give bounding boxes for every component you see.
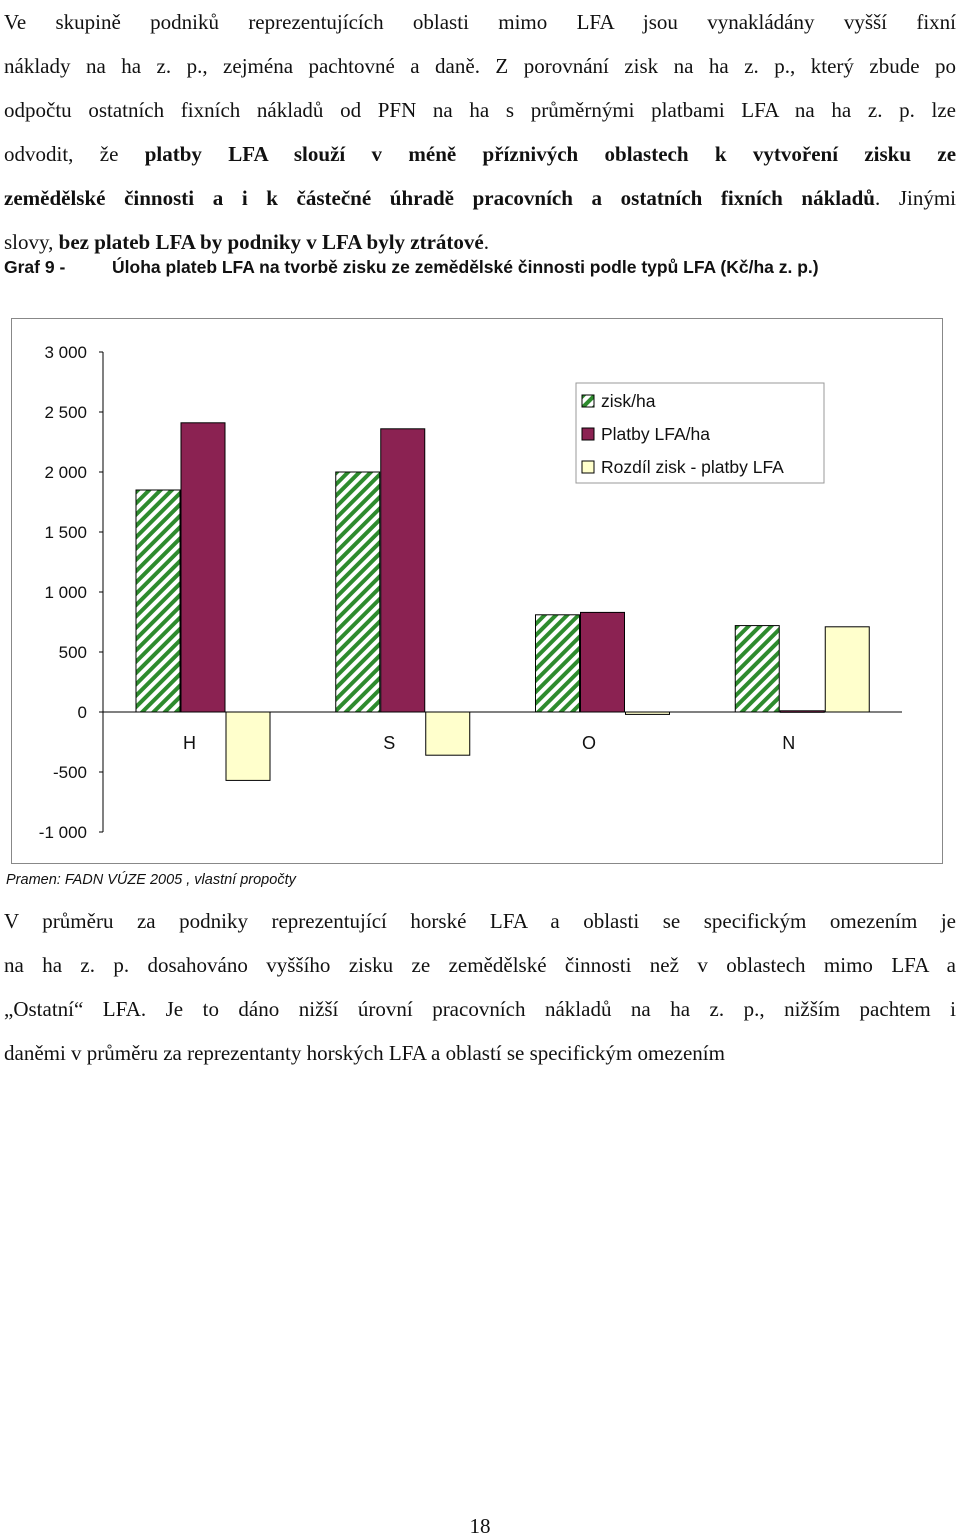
chart-legend — [576, 383, 824, 483]
bar-S-series-3 — [426, 712, 470, 755]
body-paragraph — [4, 899, 956, 1075]
legend-swatch — [582, 428, 594, 440]
bar-H-series-2 — [181, 423, 225, 712]
text-line: V průměru za podniky reprezentující horské LFA a oblasti se specifickým omezením je — [4, 909, 956, 933]
figure-label: Graf 9 - — [4, 257, 66, 277]
text-line — [4, 132, 956, 176]
x-category-label: O — [581, 733, 597, 753]
bar-N-series-1 — [735, 626, 779, 712]
bold-text: platby LFA slouží v méně příznivých oblastech k vytvoření zisku ze — [144, 142, 957, 166]
text-segment: . Jinými — [874, 186, 956, 210]
x-category-label: N — [782, 733, 796, 753]
bar-S-series-1 — [336, 472, 380, 712]
bold-text: zemědělské činnosti a i k částečné úhradě pracovních a ostatních fixních nákladů — [4, 186, 875, 210]
text-line: náklady na ha z. p., zejména pachtovné a daně. Z porovnání zisk na ha z. p., který zbude po — [4, 54, 956, 78]
y-tick-label: 1 500 — [44, 523, 87, 542]
y-tick-label: 2 000 — [44, 463, 87, 482]
y-tick-label: 3 000 — [44, 343, 87, 362]
intro-paragraph — [4, 0, 956, 264]
y-tick-label: 2 500 — [44, 403, 87, 422]
chart-area — [11, 318, 943, 864]
y-tick-label: 1 000 — [44, 583, 87, 602]
bar-O-series-1 — [536, 615, 580, 712]
y-tick-label: -1 000 — [38, 823, 87, 842]
bar-O-series-3 — [626, 712, 670, 714]
figure-title: Úloha plateb LFA na tvorbě zisku ze zemědělské činnosti podle typů LFA (Kč/ha z. p.) — [112, 257, 819, 277]
legend-label: Rozdíl zisk - platby LFA — [601, 457, 784, 477]
page-number: 18 — [469, 1514, 491, 1538]
source-note: Pramen: FADN VÚZE 2005 , vlastní propočty — [6, 872, 296, 888]
bar-S-series-2 — [381, 429, 425, 712]
text-segment: slovy, — [4, 230, 54, 254]
bar-O-series-2 — [581, 612, 625, 712]
text-segment: odvodit, že — [4, 142, 119, 166]
x-category-label: S — [383, 733, 396, 753]
text-segment: . — [483, 230, 489, 254]
legend-label: zisk/ha — [601, 391, 656, 411]
text-line: daněmi v průměru za reprezentanty horských LFA a oblastí se specifickým omezením — [4, 1041, 725, 1065]
y-tick-label: 0 — [77, 703, 87, 722]
legend-label: Platby LFA/ha — [601, 424, 710, 444]
x-category-label: H — [183, 733, 196, 753]
bar-N-series-2 — [780, 711, 824, 713]
bold-text: bez plateb LFA by podniky v LFA byly ztrátové — [58, 230, 484, 254]
bar-H-series-1 — [136, 490, 180, 712]
text-line: Ve skupině podniků reprezentujících oblasti mimo LFA jsou vynakládány vyšší fixní — [4, 10, 956, 34]
legend-swatch — [582, 461, 594, 473]
text-line — [4, 176, 956, 220]
bar-N-series-3 — [825, 627, 869, 712]
legend-swatch — [582, 395, 594, 407]
text-line: odpočtu ostatních fixních nákladů od PFN na ha s průměrnými platbami LFA na ha z. p. lze — [4, 98, 956, 122]
text-line: na ha z. p. dosahováno vyššího zisku ze zemědělské činnosti než v oblastech mimo LFA a — [4, 953, 956, 977]
y-tick-label: 500 — [58, 643, 87, 662]
text-line: „Ostatní“ LFA. Je to dáno nižší úrovní pracovních nákladů na ha z. p., nižším pachtem i — [4, 997, 956, 1021]
bar-chart — [12, 319, 942, 863]
bar-H-series-3 — [226, 712, 270, 780]
y-tick-label: -500 — [52, 763, 87, 782]
